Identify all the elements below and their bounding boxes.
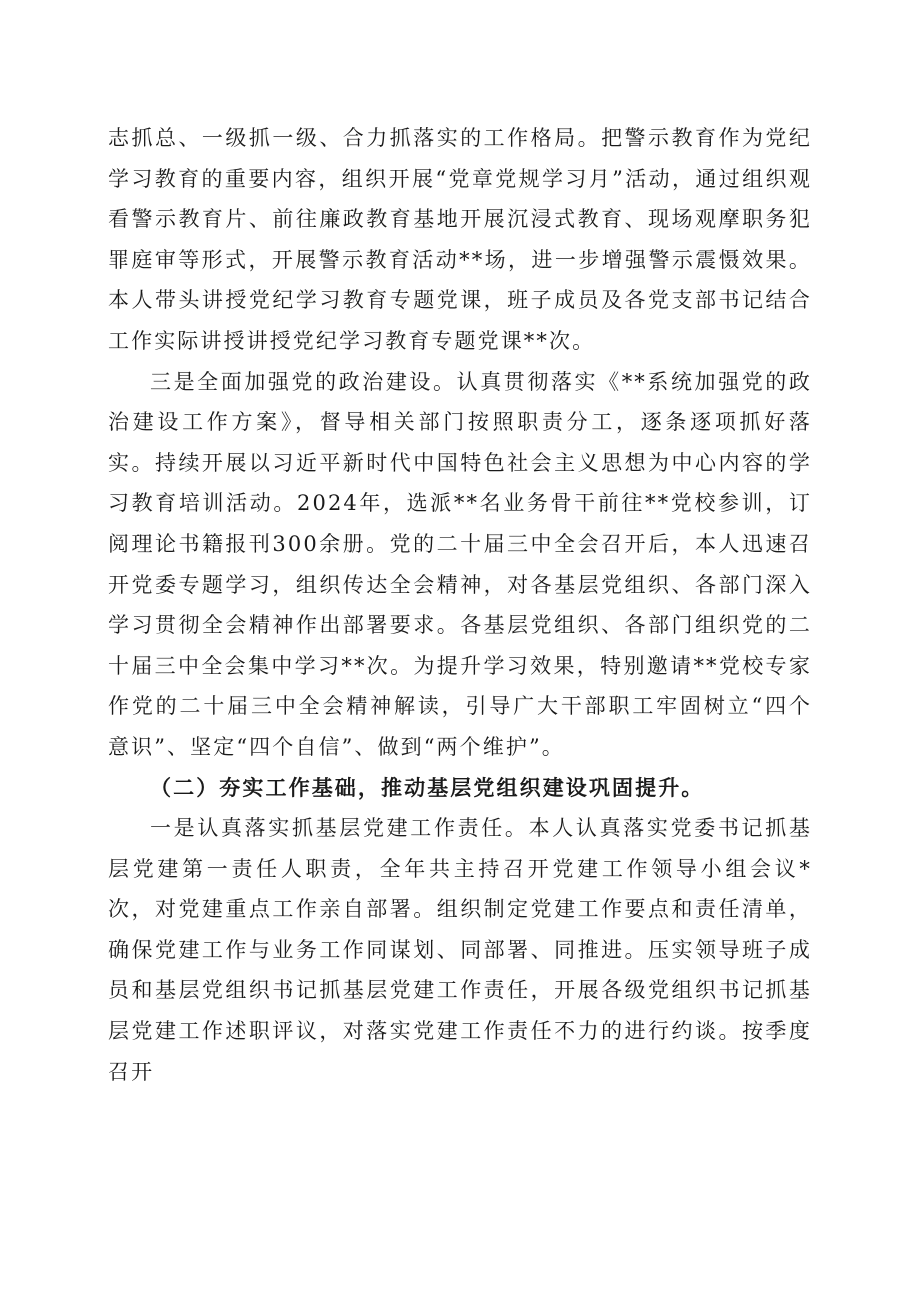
paragraph-political-construction: 三是全面加强党的政治建设。认真贯彻落实《**系统加强党的政治建设工作方案》，督导相关部门按照职责分工，逐条逐项抓好落实。持续开展以习近平新时代中国特色社会主义思想为中心内容的学习教育培训活动。2024年，选派**名业务骨干前往**党校参训，订阅理论书籍报刊300余册。党的二十届三中全会召开后，本人迅速召开党委专题学习，组织传达全会精神，对各基层党组织、各部门深入学习贯彻全会精神作出部署要求。各基层党组织、各部门组织党的二十届三中全会集中学习**次。为提升学习效果，特别邀请**党校专家作党的二十届三中全会精神解读，引导广大干部职工牢固树立“四个意识”、坚定“四个自信”、做到“两个维护”。	[108, 369, 812, 759]
paragraph-warning-education: 志抓总、一级抓一级、合力抓落实的工作格局。把警示教育作为党纪学习教育的重要内容，组织开展“党章党规学习月”活动，通过组织观看警示教育片、前往廉政教育基地开展沉浸式教育、现场观摩职务犯罪庭审等形式，开展警示教育活动**场，进一步增强警示震慑效果。本人带头讲授党纪学习教育专题党课，班子成员及各党支部书记结合工作实际讲授讲授党纪学习教育专题党课**次。	[108, 126, 812, 353]
document-page	[108, 118, 812, 1092]
section-heading: （二）夯实工作基础，推动基层党组织建设巩固提升。	[150, 774, 705, 800]
paragraph-party-building-responsibility: 一是认真落实抓基层党建工作责任。本人认真落实党委书记抓基层党建第一责任人职责，全年共主持召开党建工作领导小组会议*次，对党建重点工作亲自部署。组织制定党建工作要点和责任清单，确保党建工作与业务工作同谋划、同部署、同推进。压实领导班子成员和基层党组织书记抓基层党建工作责任，开展各级党组织书记抓基层党建工作述职评议，对落实党建工作责任不力的进行约谈。按季度召开	[108, 816, 812, 1084]
